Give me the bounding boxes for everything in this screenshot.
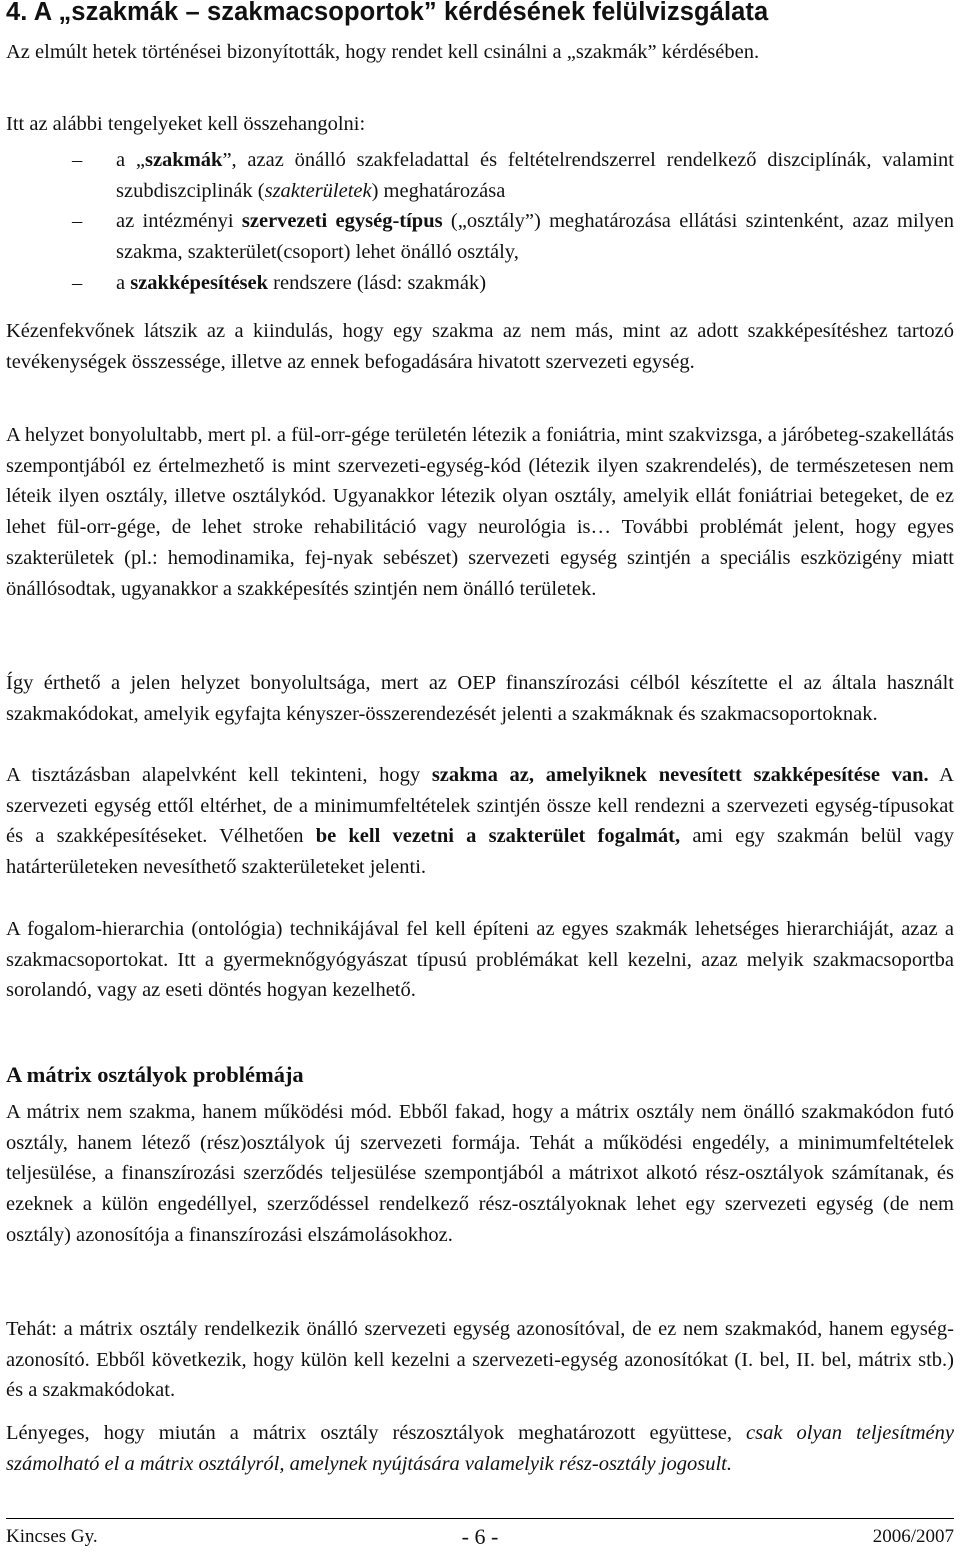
paragraph-1: Kézenfekvőnek látszik az a kiindulás, hogy egy szakma az nem más, mint az adott szakképesítéshez tartozó tevékenységek összessége, illetve az ennek befogadására hivatott szervezeti egység. (6, 320, 954, 373)
dash-bullet: – (72, 271, 83, 294)
paragraph-3: Így érthető a jelen helyzet bonyolultsága, mert az OEP finanszírozási célból készítette el az általa használt szakmakódokat, amelyik egyfajta kényszer-összerendezését jelenti a szakmáknak és szakmacsoportoknak. (6, 672, 954, 725)
paragraph-8: Lényeges, hogy miután a mátrix osztály részosztályok meghatározott együttese, csak olyan teljesítmény számolható el a mátrix osztályról, amelynek nyújtására valamelyik rész-osztály jogosult. (6, 1422, 954, 1475)
dash-bullet: – (72, 149, 83, 171)
paragraph-4: A tisztázásban alapelvként kell tekinteni, hogy szakma az, amelyiknek nevesített szakképesítése van. A szervezeti egység ettől eltérhet, de a minimumfeltételek szintjén össze kell rendezni a szervezeti egység-típusokat és a szakképesítéseket. Vélhetően be kell vezetni a szakterület fogalmát, ami egy szakmán belül vagy határterületeken nevesíthető szakterületeket jelenti. (6, 764, 955, 879)
page-number: - 6 - (461, 1524, 499, 1549)
dash-bullet: – (72, 210, 83, 233)
footer-author: Kincses Gy. (6, 1526, 98, 1547)
paragraph-7: Tehát: a mátrix osztály rendelkezik önálló szervezeti egység azonosítóval, de ez nem szakmakód, hanem egység-azonosító. Ebből következik, hogy külön kell kezelni a szervezeti-egység azonosítókat (I. bel, II. bel, mátrix stb.) és a szakmakódokat. (6, 1318, 954, 1402)
section-title: 4. A „szakmák – szakmacsoportok” kérdésének felülvizsgálata (6, 0, 769, 26)
footer-year: 2006/2007 (872, 1526, 954, 1547)
subheading: A mátrix osztályok problémája (6, 1062, 304, 1087)
list-item: – a szakképesítések rendszere (lásd: szakmák) (6, 268, 954, 299)
paragraph-6: A mátrix nem szakma, hanem működési mód. Ebből fakad, hogy a mátrix osztály nem önálló szakmakódon futó osztály, hanem létező (rész)osztályok új szervezeti formája. Tehát a működési engedély, a minimumfeltételek teljesülése, a finanszírozási szerződés teljesülése szempontjából a mátrixot alkotó rész-osztályok számítanak, és ezeknek a külön engedéllyel, szerződéssel rendelkező rész-osztályoknak lehet egy szervezeti egység (de nem osztály) azonosítója a finanszírozási elszámolásokhoz. (6, 1101, 954, 1246)
paragraph-5: A fogalom-hierarchia (ontológia) technikájával fel kell építeni az egyes szakmák lehetséges hierarchiáját, azaz a szakmacsoportokat. Itt a gyermeknőgyógyászat típusú problémákat kell kezelni, azaz melyik szakmacsoportba sorolandó, vagy az eseti döntés hogyan kezelhető. (6, 918, 954, 1002)
paragraph-2: A helyzet bonyolultabb, mert pl. a fül-orr-gége területén létezik a foniátria, mint szakvizsga, a járóbeteg-szakellátás szempontjából ez értelmezhető is mint szervezeti-egység-kód (létezik ilyen szakrendelés), de természetesen nem léteik ilyen osztály, illetve osztálykód. Ugyanakkor létezik olyan osztály, amelyik ellát foniátriai betegeket, de ez lehet fül-orr-gége, de lehet stroke rehabilitáció vagy neurológia is… További problémát jelent, hogy egyes szakterületek (pl.: hemodinamika, fej-nyak sebészet) szervezeti egység szintjén a speciális eszközigény miatt önállósodtak, ugyanakkor a szakképesítés szintjén nem önálló területek. (6, 424, 954, 600)
list-item: – a „szakmák”, azaz önálló szakfeladattal és feltételrendszerrel rendelkező diszciplínák, valamint szubdiszciplinák (szakterületek) meghatározása (6, 145, 954, 206)
axes-list (6, 145, 954, 299)
list-item: – az intézményi szervezeti egység-típus („osztály”) meghatározása ellátási szintenként, azaz milyen szakma, szakterület(csoport) lehet önálló osztály, (6, 206, 954, 267)
intro-paragraph: Az elmúlt hetek történései bizonyították, hogy rendet kell csinálni a „szakmák” kérdésében. (6, 41, 760, 63)
list-intro: Itt az alábbi tengelyeket kell összehangolni: (6, 113, 366, 135)
footer-rule (6, 1518, 954, 1519)
